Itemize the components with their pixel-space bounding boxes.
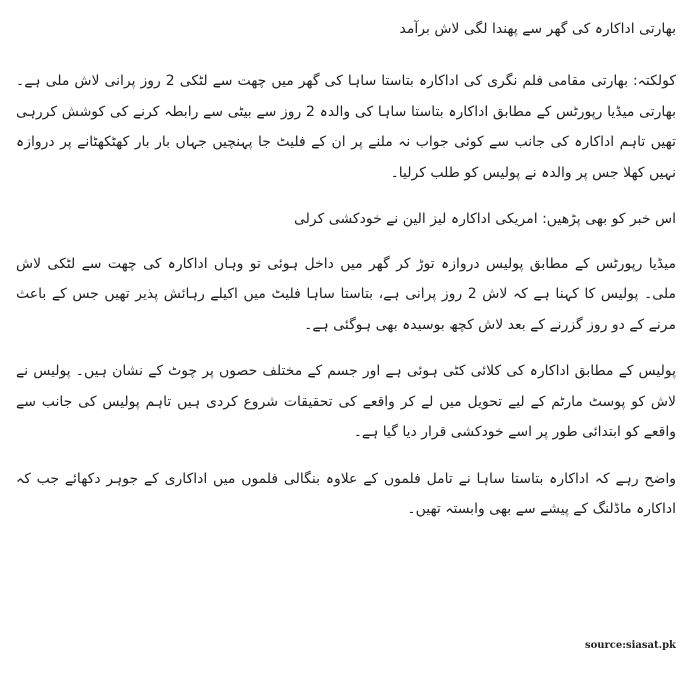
related-news-line: اس خبر کو بھی پڑھیں: امریکی اداکارہ لیز الین نے خودکشی کرلی (294, 211, 676, 227)
article-paragraph-1: کولکتہ: بھارتی مقامی فلم نگری کی اداکارہ بتاستا ساہا کی گھر میں چھت سے لٹکی 2 روز پرانی لاش ملی ہے۔ بھارتی میڈیا رپورٹس کے مطابق اداکارہ بتاستا ساہا کی والدہ 2 روز سے بیٹی سے رابطہ کرنے کی کوشش کررہی تھیں تاہم اداکارہ کی جانب سے کوئی جواب نہ ملنے پر ان کے فلیٹ جا پہنچیں جہاں بار بار کھٹکھٹانے پر دروازہ نہیں کھلا جس پر والدہ نے پولیس کو طلب کرلیا۔ (16, 73, 676, 181)
article-title: بھارتی اداکارہ کی گھر سے پھندا لگی لاش برآمد (399, 21, 676, 37)
article-paragraph-5: واضح رہے کہ اداکارہ بتاستا ساہا نے تامل فلموں کے علاوہ بنگالی فلموں میں اداکاری کے جوہر دکھائے جب کہ اداکارہ ماڈلنگ کے پیشے سے بھی وابستہ تھیں۔ (16, 470, 676, 517)
source-credit: source:siasat.pk (584, 640, 676, 651)
article-paragraph-3: میڈیا رپورٹس کے مطابق پولیس دروازہ توڑ کر گھر میں داخل ہوئی تو وہاں اداکارہ کی چھت سے لٹکی لاش ملی۔ پولیس کا کہنا ہے کہ لاش 2 روز پرانی ہے، بتاستا ساہا فلیٹ میں اکیلے رہائش پذیر تھیں جس کے باعث مرنے کے دو روز گزرنے کے بعد لاش کچھ بوسیدہ بھی ہوگئی ہے۔ (16, 255, 676, 333)
article-paragraph-4: پولیس کے مطابق اداکارہ کی کلائی کٹی ہوئی ہے اور جسم کے مختلف حصوں پر چوٹ کے نشان ہیں۔ پولیس نے لاش کو پوسٹ مارٹم کے لیے تحویل میں لے کر واقعے کی تحقیقات شروع کردی ہیں تاہم پولیس کی جانب سے واقعے کو ابتدائی طور پر اسے خودکشی قرار دیا گیا ہے۔ (16, 363, 676, 440)
article (16, 14, 676, 541)
